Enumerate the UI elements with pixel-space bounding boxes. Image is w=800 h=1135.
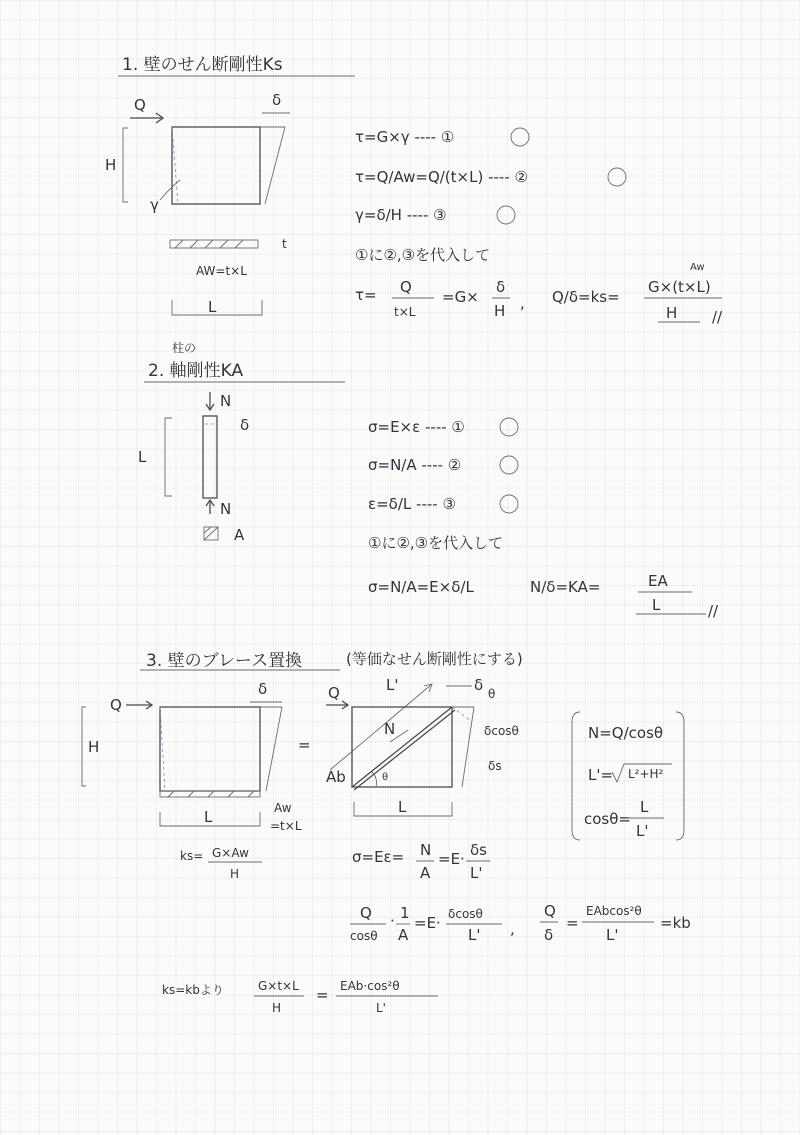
s2-eq3: ε=δ/L ---- ③ xyxy=(368,495,456,513)
s2-eq2: σ=N/A ---- ② xyxy=(368,456,462,474)
s3-box-right-bracket xyxy=(676,712,684,840)
s1-eq3: γ=δ/H ---- ③ xyxy=(355,206,447,224)
s3-delta-left-label: δ xyxy=(258,680,268,698)
s3-dcos-label: δcosθ xyxy=(484,724,519,738)
s3-box-n: N=Q/cosθ xyxy=(588,724,664,742)
s3-row2-kb: =kb xyxy=(660,914,691,932)
s3-theta-label: θ xyxy=(382,772,389,783)
s1-r-aw: Aw xyxy=(690,262,705,273)
s3-sigma-n: N xyxy=(420,841,432,859)
s3-row2-a: A xyxy=(398,926,409,944)
s3-row2-comma: , xyxy=(510,920,515,938)
s3-row2-cos: cosθ xyxy=(350,929,378,943)
s1-circle-1 xyxy=(511,128,529,146)
s2-n-top-label: N xyxy=(220,392,232,410)
s2-n-bot-label: N xyxy=(220,500,232,518)
s3-row2-num: EAbcos²θ xyxy=(586,904,642,918)
s3-left-wall-base xyxy=(160,791,260,797)
s3-eq-sign: = xyxy=(298,736,311,754)
s1-r-num: G×(t×L) xyxy=(648,278,711,296)
s2-r-den: L xyxy=(652,596,661,614)
section2-title: 2. 軸剛性KA xyxy=(148,361,244,381)
s3-box-cos-den: L' xyxy=(636,822,649,840)
s1-r-tau: τ= xyxy=(355,286,377,304)
s1-r-d: δ xyxy=(496,278,506,296)
s3-ks-left: ks= xyxy=(180,849,204,863)
s3-final-eq: = xyxy=(316,986,329,1004)
s3-left-wall-rect xyxy=(160,707,260,791)
s3-ks-den: H xyxy=(230,867,240,881)
s1-eq2: τ=Q/Aw=Q/(t×L) ---- ② xyxy=(355,168,528,186)
s3-aw-label: Aw xyxy=(274,801,292,815)
s1-r-q: Q xyxy=(400,278,412,296)
s3-q-left-label: Q xyxy=(110,696,122,714)
s3-row2-dcos: δcosθ xyxy=(448,907,483,921)
s3-row2-l: L' xyxy=(468,926,481,944)
s3-h-label: H xyxy=(88,738,100,756)
s1-delta-label: δ xyxy=(272,91,282,109)
s1-end-mark: // xyxy=(712,308,723,326)
s2-l-label: L xyxy=(138,448,147,466)
s3-final-num1: G×t×L xyxy=(258,979,299,993)
s3-sigma-a: A xyxy=(420,864,431,882)
s2-circle-1 xyxy=(500,418,518,436)
s1-r-comma: , xyxy=(520,294,525,312)
s3-row2-den: L' xyxy=(606,926,619,944)
s3-sigma-mid: =E· xyxy=(438,850,465,868)
s3-q-right-label: Q xyxy=(328,684,340,702)
s1-r-den: H xyxy=(666,304,678,322)
s2-a-label: A xyxy=(234,526,245,544)
s1-circle-3 xyxy=(497,206,515,224)
s3-delta-right-label: δ xyxy=(474,676,484,694)
s1-r-h: H xyxy=(494,302,506,320)
s2-delta-label: δ xyxy=(240,416,250,434)
s2-circle-2 xyxy=(500,456,518,474)
s3-final-den1: H xyxy=(272,1001,282,1015)
s3-theta-top-label: θ xyxy=(488,687,496,701)
s3-row2-q: Q xyxy=(360,904,372,922)
section1-title: 1. 壁のせん断剛性Ks xyxy=(122,55,283,75)
s2-result-mid: N/δ=KA= xyxy=(530,578,601,596)
s3-box-l-root: L²+H² xyxy=(628,767,664,781)
s3-txl-label: =t×L xyxy=(270,819,302,833)
s3-box-l-left: L'= xyxy=(588,766,614,784)
s3-final-den2: L' xyxy=(376,1001,386,1015)
s3-ab-label: Ab xyxy=(326,768,346,786)
s1-wall-rect xyxy=(172,127,260,204)
s1-gamma-label: γ xyxy=(150,196,159,214)
s1-r-qd: Q/δ=ks= xyxy=(552,288,620,306)
s3-box-cos: cosθ= xyxy=(584,810,631,828)
s3-final-left: ks=kbより xyxy=(162,983,224,997)
s3-l-right-label: L xyxy=(398,798,407,816)
s3-l-left-label: L xyxy=(204,808,213,826)
s3-row2-dot: · xyxy=(390,912,395,930)
s3-sigma-ds: δs xyxy=(470,841,487,859)
s1-h-label: H xyxy=(105,156,117,174)
s2-eq1: σ=E×ε ---- ① xyxy=(368,418,465,436)
s2-result-left: σ=N/A=E×δ/L xyxy=(368,578,474,596)
s3-ks-num: G×Aw xyxy=(212,846,249,860)
s1-r-eq: =G× xyxy=(442,288,479,306)
section3-title: 3. 壁のブレース置換 xyxy=(146,651,303,671)
s1-eq1: τ=G×γ ---- ① xyxy=(355,128,455,146)
s1-substitute: ①に②,③を代入して xyxy=(355,246,491,264)
s3-row2-q2: Q xyxy=(544,902,556,920)
s3-row2-d: δ xyxy=(544,926,554,944)
section3-title-note: (等価なせん断剛性にする) xyxy=(346,650,523,668)
s3-brace-line xyxy=(352,707,452,787)
s3-sigma-left: σ=Eε= xyxy=(352,848,405,866)
s2-end-mark: // xyxy=(708,602,719,620)
s3-ds-label: δs xyxy=(488,759,502,773)
s3-n-label: N xyxy=(384,720,396,738)
s3-sigma-l: L' xyxy=(470,864,483,882)
s1-section-strip xyxy=(170,240,258,248)
s2-substitute: ①に②,③を代入して xyxy=(368,534,504,552)
section2-title-note: 柱の xyxy=(172,341,197,355)
s3-final-num2: EAb·cos²θ xyxy=(340,979,400,993)
s2-r-num: EA xyxy=(648,572,668,590)
s1-r-txl: t×L xyxy=(394,305,416,319)
s3-l-prime-label: L' xyxy=(386,676,399,694)
s2-column-rect xyxy=(203,416,217,498)
s3-row2-eq: = xyxy=(566,914,579,932)
s1-t-label: t xyxy=(282,237,287,251)
s1-circle-2 xyxy=(608,168,626,186)
s3-row2-e: =E· xyxy=(414,914,441,932)
s3-box-cos-num: L xyxy=(640,798,649,816)
s1-l-label: L xyxy=(208,298,217,316)
s2-circle-3 xyxy=(500,495,518,513)
s3-row2-1: 1 xyxy=(400,904,410,922)
s1-aw-label: AW=t×L xyxy=(196,264,247,278)
s1-q-label: Q xyxy=(134,96,146,114)
s3-box-left-bracket xyxy=(572,712,580,840)
